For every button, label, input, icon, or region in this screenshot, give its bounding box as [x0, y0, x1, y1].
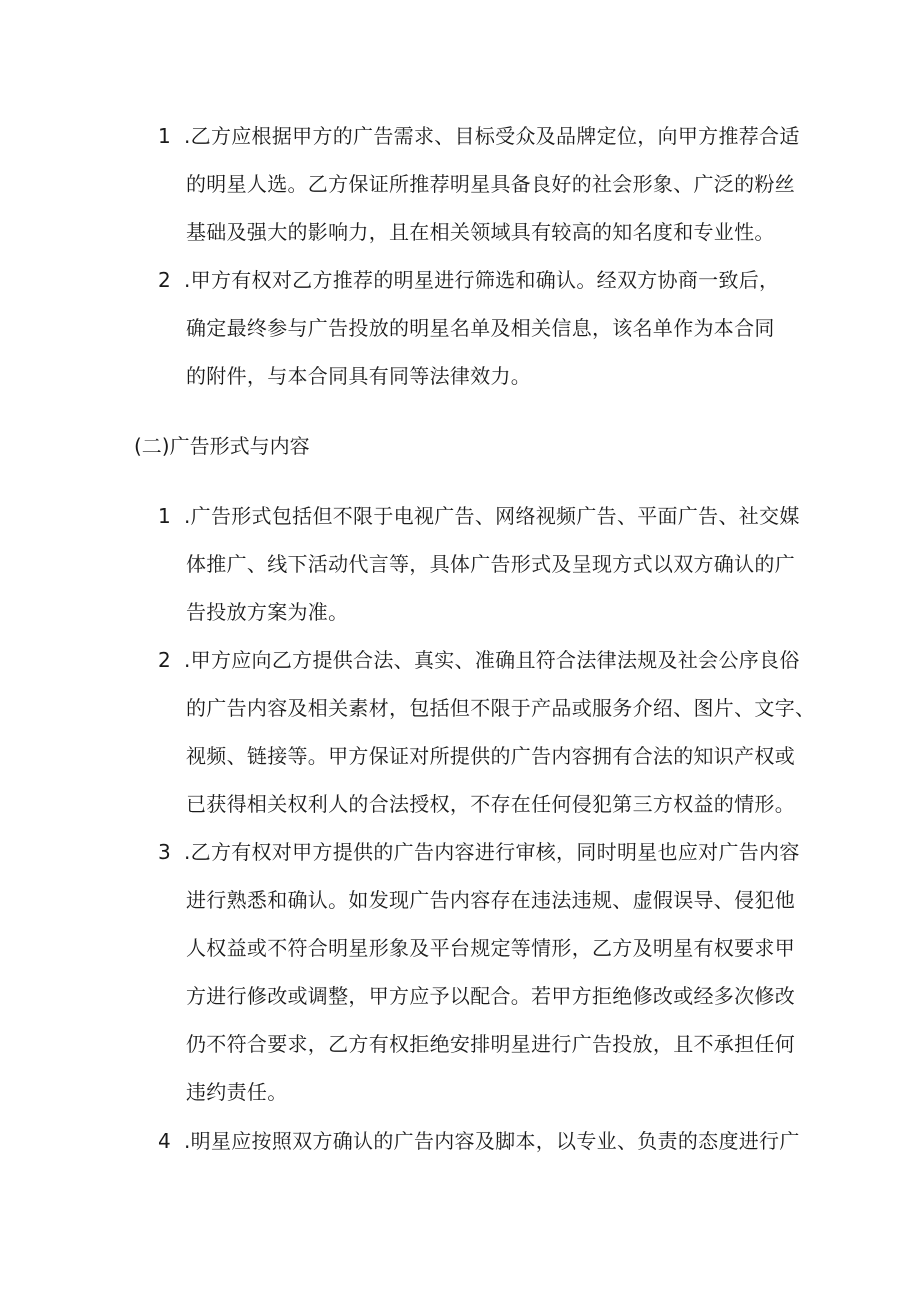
clause-1-1 — [158, 112, 798, 256]
clause-text-line: 的附件，与本合同具有同等法律效力。 — [186, 364, 532, 388]
clause-text-line: .广告形式包括但不限于电视广告、网络视频广告、平面广告、社交媒 — [184, 504, 800, 528]
clause-text-line: 方进行修改或调整，甲方应予以配合。若甲方拒绝修改或经多次修改 — [186, 984, 795, 1008]
clause-text-line: .乙方应根据甲方的广告需求、目标受众及品牌定位，向甲方推荐合适 — [184, 124, 800, 148]
clause-number: 2 — [158, 268, 172, 292]
clause-2-2 — [158, 636, 816, 828]
clause-2-1 — [158, 492, 798, 636]
clause-number: 1 — [158, 504, 172, 528]
clause-number: 1 — [158, 124, 172, 148]
clause-text-line: 进行熟悉和确认。如发现广告内容存在违法违规、虚假误导、侵犯他 — [186, 888, 795, 912]
clause-text-line: 违约责任。 — [186, 1080, 288, 1104]
clause-text-line: 体推广、线下活动代言等，具体广告形式及呈现方式以双方确认的广 — [186, 552, 795, 576]
clause-text-line: 视频、链接等。甲方保证对所提供的广告内容拥有合法的知识产权或 — [186, 744, 795, 768]
clause-text-line: .甲方有权对乙方推荐的明星进行筛选和确认。经双方协商一致后， — [184, 268, 780, 292]
clause-text-line: 确定最终参与广告投放的明星名单及相关信息，该名单作为本合同 — [186, 316, 775, 340]
clause-text-line: .明星应按照双方确认的广告内容及脚本，以专业、负责的态度进行广 — [184, 1129, 800, 1153]
clause-text-line: 告投放方案为准。 — [186, 600, 349, 624]
clause-text-line: 的明星人选。乙方保证所推荐明星具备良好的社会形象、广泛的粉丝 — [186, 172, 795, 196]
clause-2-4 — [158, 1117, 798, 1165]
clause-text-line: 的广告内容及相关素材，包括但不限于产品或服务介绍、图片、文字、 — [186, 696, 816, 720]
section-heading: (二)广告形式与内容 — [134, 434, 310, 458]
clause-number: 3 — [158, 840, 172, 864]
clause-text-line: 人权益或不符合明星形象及平台规定等情形，乙方及明星有权要求甲 — [186, 936, 795, 960]
clause-number: 2 — [158, 648, 172, 672]
clause-number: 4 — [158, 1129, 172, 1153]
clause-2-3 — [158, 828, 798, 1116]
clause-text-line: 已获得相关权利人的合法授权，不存在任何侵犯第三方权益的情形。 — [186, 792, 795, 816]
clause-text-line: 基础及强大的影响力，且在相关领域具有较高的知名度和专业性。 — [186, 220, 775, 244]
clause-text-line: 仍不符合要求，乙方有权拒绝安排明星进行广告投放，且不承担任何 — [186, 1032, 795, 1056]
clause-1-2 — [158, 256, 798, 400]
clause-text-line: .乙方有权对甲方提供的广告内容进行审核，同时明星也应对广告内容 — [184, 840, 800, 864]
clause-text-line: .甲方应向乙方提供合法、真实、准确且符合法律法规及社会公序良俗 — [184, 648, 800, 672]
